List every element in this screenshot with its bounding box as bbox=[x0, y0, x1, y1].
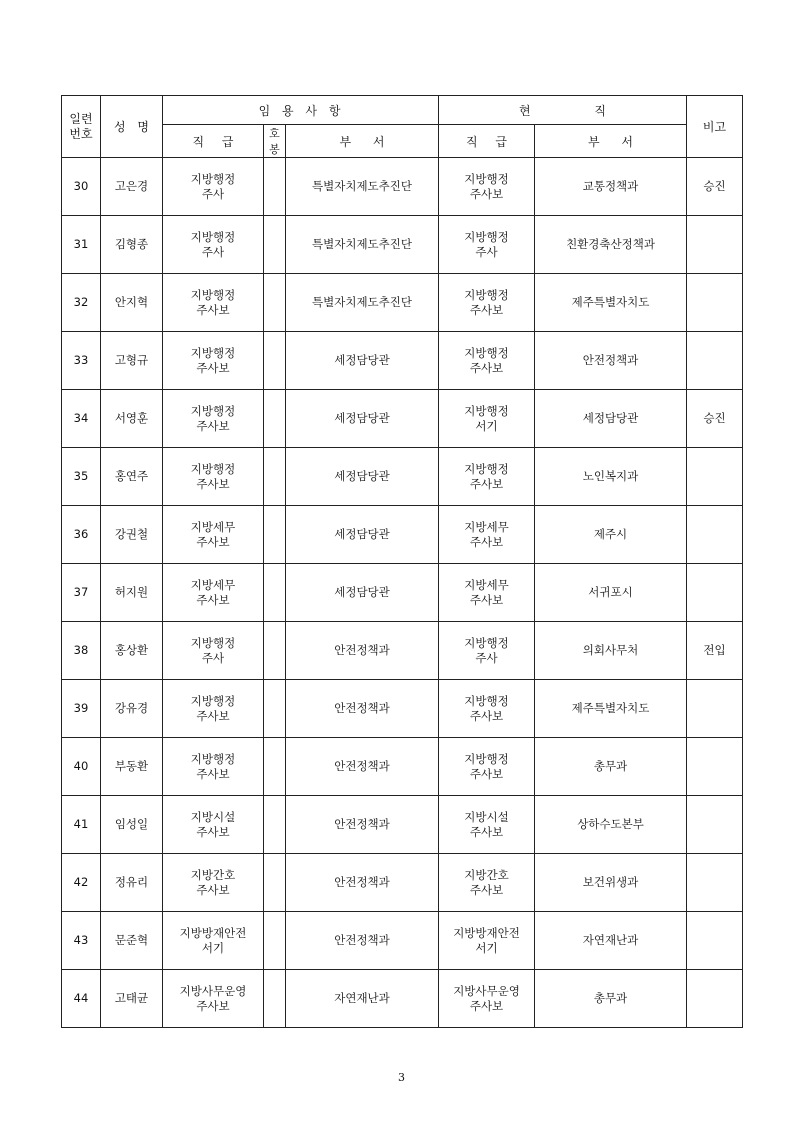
cur-dept: 제주특별자치도 bbox=[535, 680, 687, 738]
appt-grade bbox=[163, 216, 264, 274]
appt-grade bbox=[163, 622, 264, 680]
appt-dept: 안전정책과 bbox=[286, 622, 439, 680]
appt-step bbox=[264, 274, 286, 332]
header-appt-step: 호봉 bbox=[264, 125, 286, 158]
person-name: 고은경 bbox=[101, 158, 163, 216]
remarks-cell bbox=[687, 216, 743, 274]
cur-dept: 친환경축산정책과 bbox=[535, 216, 687, 274]
remarks-cell bbox=[687, 796, 743, 854]
cur-grade-series: 지방세무 bbox=[464, 577, 509, 592]
appt-grade bbox=[163, 970, 264, 1028]
serial-no: 36 bbox=[62, 506, 101, 564]
appt-grade bbox=[163, 912, 264, 970]
appt-grade-rank: 주사보 bbox=[196, 824, 230, 839]
header-cur-dept: 부 서 bbox=[535, 125, 687, 158]
person-name: 홍상환 bbox=[101, 622, 163, 680]
table-row bbox=[62, 970, 743, 1028]
table-row bbox=[62, 158, 743, 216]
header-remarks: 비고 bbox=[687, 96, 743, 158]
person-name: 정유리 bbox=[101, 854, 163, 912]
serial-no: 40 bbox=[62, 738, 101, 796]
appt-dept: 세정담당관 bbox=[286, 448, 439, 506]
cur-dept: 세정담당관 bbox=[535, 390, 687, 448]
cur-dept: 의회사무처 bbox=[535, 622, 687, 680]
cur-dept: 노인복지과 bbox=[535, 448, 687, 506]
appt-grade-series: 지방행정 bbox=[190, 403, 236, 418]
header-serial-line2: 번호 bbox=[69, 126, 93, 141]
cur-grade-series: 지방행정 bbox=[464, 345, 509, 360]
table-row bbox=[62, 854, 743, 912]
cur-grade bbox=[439, 970, 535, 1028]
cur-grade-series: 지방행정 bbox=[464, 461, 509, 476]
cur-grade-series: 지방행정 bbox=[464, 171, 509, 186]
appt-grade-series: 지방세무 bbox=[190, 577, 236, 592]
appt-grade-rank: 주사보 bbox=[196, 592, 230, 607]
header-serial-line1: 일련 bbox=[69, 111, 93, 126]
appt-grade-series: 지방행정 bbox=[190, 635, 236, 650]
remarks-cell bbox=[687, 970, 743, 1028]
cur-grade bbox=[439, 738, 535, 796]
appt-dept: 안전정책과 bbox=[286, 680, 439, 738]
appt-grade-rank: 주사보 bbox=[196, 360, 230, 375]
table-row bbox=[62, 216, 743, 274]
serial-no: 33 bbox=[62, 332, 101, 390]
cur-grade-rank: 서기 bbox=[475, 418, 498, 433]
appt-grade-series: 지방사무운영 bbox=[179, 983, 247, 998]
cur-grade-series: 지방행정 bbox=[464, 751, 509, 766]
cur-grade-rank: 주사보 bbox=[469, 186, 504, 201]
appt-grade-series: 지방세무 bbox=[190, 519, 236, 534]
cur-grade bbox=[439, 448, 535, 506]
table-row bbox=[62, 506, 743, 564]
cur-dept: 총무과 bbox=[535, 738, 687, 796]
appt-step bbox=[264, 216, 286, 274]
cur-dept: 총무과 bbox=[535, 970, 687, 1028]
cur-dept: 상하수도본부 bbox=[535, 796, 687, 854]
appt-grade bbox=[163, 274, 264, 332]
table-body bbox=[62, 158, 743, 1028]
cur-dept: 서귀포시 bbox=[535, 564, 687, 622]
serial-no: 34 bbox=[62, 390, 101, 448]
remarks-cell bbox=[687, 564, 743, 622]
person-name: 안지혁 bbox=[101, 274, 163, 332]
cur-dept: 제주특별자치도 bbox=[535, 274, 687, 332]
appt-grade bbox=[163, 738, 264, 796]
appt-grade-rank: 주사 bbox=[201, 186, 225, 201]
appt-step bbox=[264, 390, 286, 448]
table-row bbox=[62, 564, 743, 622]
table-row bbox=[62, 274, 743, 332]
appt-step bbox=[264, 854, 286, 912]
appt-grade-series: 지방행정 bbox=[190, 287, 236, 302]
appt-step bbox=[264, 970, 286, 1028]
serial-no: 44 bbox=[62, 970, 101, 1028]
header-row-sub bbox=[62, 125, 743, 158]
appt-step bbox=[264, 622, 286, 680]
cur-grade-series: 지방행정 bbox=[464, 403, 509, 418]
cur-grade-rank: 주사보 bbox=[469, 476, 504, 491]
cur-grade-series: 지방시설 bbox=[464, 809, 509, 824]
person-name: 김형종 bbox=[101, 216, 163, 274]
serial-no: 39 bbox=[62, 680, 101, 738]
appt-grade-series: 지방행정 bbox=[190, 461, 236, 476]
appt-grade-series: 지방방재안전 bbox=[179, 925, 247, 940]
cur-grade-rank: 주사 bbox=[475, 244, 498, 259]
remarks-cell: 승진 bbox=[687, 390, 743, 448]
appt-grade-rank: 주사 bbox=[201, 244, 225, 259]
appt-dept: 특별자치제도추진단 bbox=[286, 158, 439, 216]
person-name: 부동환 bbox=[101, 738, 163, 796]
cur-grade bbox=[439, 564, 535, 622]
appt-step bbox=[264, 448, 286, 506]
appointment-table bbox=[61, 95, 743, 1028]
appt-grade-rank: 주사보 bbox=[196, 418, 230, 433]
appt-dept: 세정담당관 bbox=[286, 390, 439, 448]
appt-grade bbox=[163, 680, 264, 738]
cur-grade-series: 지방세무 bbox=[464, 519, 509, 534]
appt-grade bbox=[163, 564, 264, 622]
cur-dept: 교통정책과 bbox=[535, 158, 687, 216]
cur-grade bbox=[439, 158, 535, 216]
cur-grade-rank: 주사보 bbox=[469, 302, 504, 317]
remarks-cell bbox=[687, 680, 743, 738]
appt-dept: 자연재난과 bbox=[286, 970, 439, 1028]
person-name: 임성일 bbox=[101, 796, 163, 854]
cur-grade bbox=[439, 622, 535, 680]
appt-step bbox=[264, 506, 286, 564]
appt-grade-series: 지방행정 bbox=[190, 751, 236, 766]
remarks-cell bbox=[687, 912, 743, 970]
person-name: 문준혁 bbox=[101, 912, 163, 970]
cur-grade-rank: 주사보 bbox=[469, 824, 504, 839]
appt-grade-rank: 서기 bbox=[201, 940, 225, 955]
cur-grade-rank: 주사보 bbox=[469, 360, 504, 375]
cur-grade-series: 지방간호 bbox=[464, 867, 509, 882]
appt-step bbox=[264, 680, 286, 738]
appt-dept: 안전정책과 bbox=[286, 796, 439, 854]
appt-grade bbox=[163, 448, 264, 506]
appt-dept: 안전정책과 bbox=[286, 912, 439, 970]
header-name: 성 명 bbox=[101, 96, 163, 158]
cur-grade bbox=[439, 332, 535, 390]
appt-dept: 세정담당관 bbox=[286, 506, 439, 564]
appt-step bbox=[264, 564, 286, 622]
appt-grade bbox=[163, 506, 264, 564]
person-name: 고형규 bbox=[101, 332, 163, 390]
person-name: 허지원 bbox=[101, 564, 163, 622]
appt-step bbox=[264, 332, 286, 390]
appt-dept: 세정담당관 bbox=[286, 332, 439, 390]
appt-grade-rank: 주사보 bbox=[196, 534, 230, 549]
appt-grade bbox=[163, 854, 264, 912]
person-name: 강유경 bbox=[101, 680, 163, 738]
serial-no: 32 bbox=[62, 274, 101, 332]
appt-step bbox=[264, 796, 286, 854]
cur-grade-rank: 주사 bbox=[475, 650, 498, 665]
cur-grade-rank: 주사보 bbox=[469, 708, 504, 723]
appt-grade-series: 지방행정 bbox=[190, 345, 236, 360]
table-row bbox=[62, 622, 743, 680]
cur-grade-rank: 주사보 bbox=[469, 766, 504, 781]
serial-no: 30 bbox=[62, 158, 101, 216]
cur-grade-series: 지방행정 bbox=[464, 229, 509, 244]
remarks-cell: 전입 bbox=[687, 622, 743, 680]
appt-dept: 안전정책과 bbox=[286, 738, 439, 796]
appt-grade-rank: 주사보 bbox=[196, 708, 230, 723]
cur-grade bbox=[439, 216, 535, 274]
appt-grade-rank: 주사보 bbox=[196, 882, 230, 897]
serial-no: 41 bbox=[62, 796, 101, 854]
appt-grade bbox=[163, 332, 264, 390]
cur-grade-rank: 주사보 bbox=[469, 882, 504, 897]
table-row bbox=[62, 738, 743, 796]
header-row-top bbox=[62, 96, 743, 125]
remarks-cell: 승진 bbox=[687, 158, 743, 216]
appt-dept: 세정담당관 bbox=[286, 564, 439, 622]
serial-no: 31 bbox=[62, 216, 101, 274]
header-cur-grade: 직 급 bbox=[439, 125, 535, 158]
cur-grade-rank: 주사보 bbox=[469, 534, 504, 549]
header-appointment: 임 용 사 항 bbox=[163, 96, 439, 125]
appt-grade-rank: 주사보 bbox=[196, 766, 230, 781]
appt-grade bbox=[163, 796, 264, 854]
table-row bbox=[62, 912, 743, 970]
appt-grade-rank: 주사보 bbox=[196, 998, 230, 1013]
header-appt-grade: 직 급 bbox=[163, 125, 264, 158]
page-number: 3 bbox=[398, 1071, 405, 1084]
cur-grade-series: 지방행정 bbox=[464, 693, 509, 708]
table-row bbox=[62, 796, 743, 854]
remarks-cell bbox=[687, 274, 743, 332]
cur-dept: 보건위생과 bbox=[535, 854, 687, 912]
cur-grade bbox=[439, 912, 535, 970]
cur-dept: 안전정책과 bbox=[535, 332, 687, 390]
cur-grade-series: 지방사무운영 bbox=[453, 983, 520, 998]
serial-no: 35 bbox=[62, 448, 101, 506]
appt-grade bbox=[163, 158, 264, 216]
appt-grade-series: 지방간호 bbox=[190, 867, 236, 882]
cur-grade-series: 지방행정 bbox=[464, 635, 509, 650]
appt-grade-series: 지방행정 bbox=[190, 693, 236, 708]
remarks-cell bbox=[687, 854, 743, 912]
cur-grade bbox=[439, 506, 535, 564]
cur-grade bbox=[439, 274, 535, 332]
appt-step bbox=[264, 912, 286, 970]
remarks-cell bbox=[687, 332, 743, 390]
cur-dept: 제주시 bbox=[535, 506, 687, 564]
remarks-cell bbox=[687, 738, 743, 796]
header-appt-dept: 부 서 bbox=[286, 125, 439, 158]
cur-grade-rank: 서기 bbox=[475, 940, 498, 955]
serial-no: 38 bbox=[62, 622, 101, 680]
appt-dept: 특별자치제도추진단 bbox=[286, 274, 439, 332]
appt-grade-series: 지방행정 bbox=[190, 171, 236, 186]
serial-no: 43 bbox=[62, 912, 101, 970]
appt-step bbox=[264, 158, 286, 216]
appt-grade-rank: 주사보 bbox=[196, 476, 230, 491]
cur-grade bbox=[439, 390, 535, 448]
cur-grade-series: 지방방재안전 bbox=[453, 925, 520, 940]
appt-step bbox=[264, 738, 286, 796]
appt-dept: 특별자치제도추진단 bbox=[286, 216, 439, 274]
person-name: 강권철 bbox=[101, 506, 163, 564]
appt-dept: 안전정책과 bbox=[286, 854, 439, 912]
header-current: 현 직 bbox=[439, 96, 687, 125]
table-row bbox=[62, 448, 743, 506]
cur-grade-series: 지방행정 bbox=[464, 287, 509, 302]
cur-grade bbox=[439, 796, 535, 854]
person-name: 고태균 bbox=[101, 970, 163, 1028]
person-name: 서영훈 bbox=[101, 390, 163, 448]
cur-grade-rank: 주사보 bbox=[469, 592, 504, 607]
cur-grade bbox=[439, 680, 535, 738]
appt-grade-rank: 주사 bbox=[201, 650, 225, 665]
table-row bbox=[62, 680, 743, 738]
appt-grade-series: 지방시설 bbox=[190, 809, 236, 824]
appt-grade-rank: 주사보 bbox=[196, 302, 230, 317]
remarks-cell bbox=[687, 506, 743, 564]
cur-grade bbox=[439, 854, 535, 912]
serial-no: 42 bbox=[62, 854, 101, 912]
cur-dept: 자연재난과 bbox=[535, 912, 687, 970]
header-serial-no bbox=[62, 96, 101, 158]
remarks-cell bbox=[687, 448, 743, 506]
serial-no: 37 bbox=[62, 564, 101, 622]
appt-grade-series: 지방행정 bbox=[190, 229, 236, 244]
table-row bbox=[62, 390, 743, 448]
cur-grade-rank: 주사보 bbox=[469, 998, 504, 1013]
person-name: 홍연주 bbox=[101, 448, 163, 506]
table-row bbox=[62, 332, 743, 390]
appt-grade bbox=[163, 390, 264, 448]
